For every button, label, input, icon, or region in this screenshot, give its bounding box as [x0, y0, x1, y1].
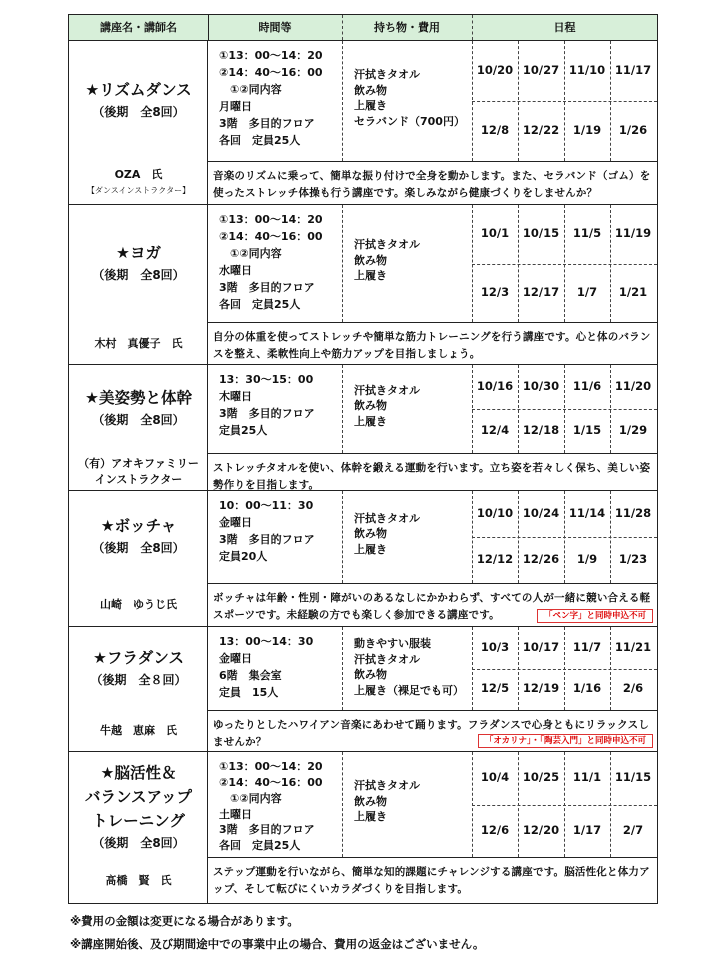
course-term: （後期 全8回） [92, 267, 185, 282]
item: 飲み物 [354, 253, 387, 267]
divider [342, 205, 343, 322]
restriction-note: 「オカリナ」・「陶芸入門」と同時申込不可 [478, 734, 653, 748]
instructor-line: 髙橋 賢 氏 [105, 873, 172, 887]
item: 飲み物 [354, 527, 387, 541]
schedule-date: 10/16 [476, 379, 514, 393]
divider [472, 101, 657, 102]
time-info: 3階 多目的フロア [219, 117, 315, 130]
schedule-date: 10/30 [522, 379, 560, 393]
course-term: （後期 全8回） [92, 541, 185, 555]
time-info: ①②同内容 [219, 791, 282, 805]
item: 上履き [354, 269, 387, 283]
item: 上履き [354, 810, 387, 824]
item: 上履き [354, 99, 387, 112]
schedule-date: 1/7 [576, 284, 598, 299]
course-title: ★ヨガ [116, 243, 161, 262]
divider [342, 41, 343, 161]
course-title: ★美姿勢と体幹 [85, 389, 192, 407]
schedule-date: 10/10 [476, 506, 514, 520]
time-info: 各回 定員25人 [219, 298, 301, 311]
schedule-date: 11/7 [572, 639, 602, 654]
time-info: 水曜日 [219, 264, 252, 277]
schedule-date: 12/6 [480, 822, 510, 837]
course-title: ★ボッチャ [100, 517, 177, 535]
divider [342, 752, 343, 857]
instructor-name [69, 873, 208, 889]
schedule-date: 11/5 [572, 226, 602, 241]
item: 飲み物 [354, 794, 387, 808]
course-name-cell [69, 627, 208, 751]
instructor-line: 牛越 恵麻 氏 [100, 724, 177, 737]
schedule-date: 11/21 [614, 639, 652, 654]
course-name-cell [69, 205, 208, 364]
schedule-date: 12/26 [522, 552, 560, 566]
schedule-date: 11/19 [614, 226, 652, 241]
instructor-name [69, 456, 208, 488]
time-info: 定員20人 [219, 550, 268, 563]
time-info: ②14：40～16：00 [219, 230, 323, 243]
schedule-date: 12/20 [522, 822, 560, 837]
schedule-date: 1/16 [572, 681, 602, 696]
course-title: ★脳活性＆ [100, 764, 177, 782]
item: 上履き（裸足でも可） [354, 683, 464, 697]
divider [472, 537, 657, 538]
time-info: 金曜日 [219, 652, 252, 665]
table-header [68, 14, 658, 41]
time-info: 3階 多目的フロア [219, 281, 315, 294]
header-name: 講座名・講師名 [100, 21, 177, 34]
time-info: 10：00～11：30 [219, 499, 314, 512]
course-description: ゆったりとしたハワイアン音楽にあわせて踊ります。フラダンスで心身ともにリラックスしませんか？ [208, 710, 657, 752]
divider [472, 669, 657, 670]
item: 上履き [354, 414, 387, 428]
time-info: 土曜日 [219, 807, 252, 821]
divider [342, 627, 343, 710]
time-info: ①13：00～14：20 [219, 49, 323, 62]
schedule-date: 10/1 [480, 226, 510, 241]
course-description: ストレッチタオルを使い、体幹を鍛える運動を行います。立ち姿を若々しく保ち、美しい姿勢作りを目指します。 [208, 453, 657, 491]
time-info: 3階 多目的フロア [219, 823, 315, 837]
course-title: ★リズムダンス [85, 81, 192, 99]
schedule-date: 12/3 [480, 284, 510, 299]
schedule-date: 11/6 [572, 379, 602, 393]
course-row [68, 752, 658, 904]
item: 汗拭きタオル [354, 511, 420, 525]
course-title: トレーニング [92, 812, 185, 830]
instructor-name [69, 336, 208, 352]
schedule-date: 10/25 [522, 770, 560, 785]
course-table [68, 14, 658, 904]
course-row [68, 205, 658, 365]
course-term: （後期 全８回） [90, 672, 187, 687]
item: 動きやすい服装 [354, 637, 431, 650]
schedule-date: 10/20 [476, 63, 514, 77]
item: セラバンド（700円） [354, 114, 465, 128]
time-info: 6階 集会室 [219, 669, 282, 682]
schedule-date: 10/4 [480, 770, 510, 785]
course-row [68, 365, 658, 491]
time-info: 13：00～14：30 [219, 635, 314, 648]
time-info: 金曜日 [219, 516, 252, 529]
schedule-date: 12/4 [480, 423, 510, 437]
course-term: （後期 全8回） [92, 105, 185, 119]
divider [472, 264, 657, 265]
course-row [68, 41, 658, 205]
schedule-date: 12/17 [522, 284, 560, 299]
header-time: 時間等 [258, 21, 292, 34]
course-title: ★フラダンス [93, 648, 184, 667]
schedule-date: 11/28 [614, 506, 652, 520]
course-name-cell [69, 365, 208, 490]
schedule-date: 12/12 [476, 552, 514, 566]
schedule-date: 1/21 [618, 284, 648, 299]
course-description: 自分の体重を使ってストレッチや簡単な筋力トレーニングを行う講座です。心と体のバランスを整え、柔軟性向上や筋力アップを目指しましょう。 [208, 322, 657, 365]
course-term: （後期 全8回） [92, 413, 185, 427]
footnote-2: ※講座開始後、及び期間途中での事業中止の場合、費用の返金はございません。 [70, 937, 485, 951]
item: 汗拭きタオル [354, 779, 420, 793]
course-name-cell [69, 752, 208, 903]
schedule-date: 12/19 [522, 681, 560, 696]
schedule-date: 12/5 [480, 681, 510, 696]
time-info: ①②同内容 [219, 83, 282, 96]
instructor-line: 山崎 ゆうじ氏 [100, 598, 177, 611]
schedule-date: 10/3 [480, 639, 510, 654]
instructor-line: （有）アオキファミリー [78, 457, 199, 470]
instructor-line: OZA 氏 [114, 168, 163, 181]
schedule-date: 11/20 [614, 379, 652, 393]
course-name-cell [69, 41, 208, 204]
schedule-date: 10/24 [522, 506, 560, 520]
course-term: （後期 全8回） [92, 836, 185, 850]
instructor-line: インストラクター [94, 473, 183, 486]
divider [472, 805, 657, 806]
course-description: ステップ運動を行いながら、簡単な知的課題にチャレンジする講座です。脳活性化と体力アップ、そして転びにくいカラダづくりを目指します。 [208, 857, 657, 904]
course-name-cell [69, 491, 208, 626]
schedule-date: 11/10 [568, 63, 606, 77]
time-info: ②14：40～16：00 [219, 775, 323, 789]
schedule-date: 1/17 [572, 822, 602, 837]
course-row [68, 627, 658, 752]
header-items: 持ち物・費用 [374, 21, 440, 34]
time-info: ①13：00～14：20 [219, 213, 323, 226]
schedule-date: 10/17 [522, 639, 560, 654]
schedule-date: 1/29 [618, 423, 648, 437]
schedule-date: 10/27 [522, 63, 560, 77]
schedule-date: 11/14 [568, 506, 606, 520]
schedule-date: 12/18 [522, 423, 560, 437]
time-info: 各回 定員25人 [219, 134, 301, 147]
schedule-date: 1/9 [576, 552, 598, 566]
time-info: 定員25人 [219, 424, 268, 437]
time-info: 3階 多目的フロア [219, 407, 315, 420]
course-title: バランスアップ [85, 788, 192, 806]
schedule-date: 1/26 [618, 123, 648, 137]
instructor-line: 木村 真優子 氏 [94, 336, 183, 350]
schedule-date: 11/17 [614, 63, 652, 77]
instructor-name [69, 723, 208, 739]
divider [342, 365, 343, 453]
item: 汗拭きタオル [354, 652, 420, 666]
item: 汗拭きタオル [354, 68, 420, 81]
schedule-date: 10/15 [522, 226, 560, 241]
time-info: 各回 定員25人 [219, 839, 301, 853]
item: 汗拭きタオル [354, 238, 420, 252]
time-info: ①13：00～14：20 [219, 760, 323, 773]
course-row [68, 491, 658, 627]
restriction-note: 「ペン字」と同時申込不可 [537, 609, 653, 623]
schedule-date: 1/15 [572, 423, 602, 437]
instructor-title: 【ダンスインストラクター】 [86, 186, 191, 195]
item: 飲み物 [354, 83, 387, 97]
schedule-date: 12/8 [480, 123, 510, 137]
course-description: ボッチャは年齢・性別・障がいのあるなしにかかわらず、すべての人が一緒に競い合える軽スポーツです。未経験の方でも楽しく参加できる講座です。 [208, 583, 657, 627]
time-info: 定員 15人 [219, 686, 279, 699]
item: 飲み物 [354, 399, 387, 413]
time-info: ②14：40～16：00 [219, 66, 323, 79]
item: 汗拭きタオル [354, 383, 420, 397]
instructor-name [69, 597, 208, 613]
schedule-date: 11/1 [572, 770, 602, 785]
time-info: 木曜日 [219, 390, 252, 403]
divider [342, 491, 343, 583]
time-info: 月曜日 [219, 100, 252, 113]
time-info: 3階 多目的フロア [219, 533, 315, 546]
header-schedule: 日程 [553, 21, 576, 34]
item: 上履き [354, 542, 387, 556]
divider [472, 409, 657, 410]
time-info: ①②同内容 [219, 247, 282, 260]
schedule-date: 2/6 [622, 681, 644, 696]
instructor-name [69, 167, 208, 199]
course-description: 音楽のリズムに乗って、簡単な振り付けで全身を動かします。また、セラバンド（ゴム）を使ったストレッチ体操も行う講座です。楽しみながら健康づくりをしませんか？ [208, 161, 657, 205]
footnote-1: ※費用の金額は変更になる場合があります。 [70, 914, 299, 928]
time-info: 13：30～15：00 [219, 373, 314, 386]
item: 飲み物 [354, 668, 387, 681]
schedule-date: 1/19 [572, 123, 602, 137]
schedule-date: 2/7 [622, 822, 644, 837]
schedule-date: 1/23 [618, 552, 648, 566]
schedule-date: 11/15 [614, 770, 652, 785]
schedule-date: 12/22 [522, 123, 560, 137]
